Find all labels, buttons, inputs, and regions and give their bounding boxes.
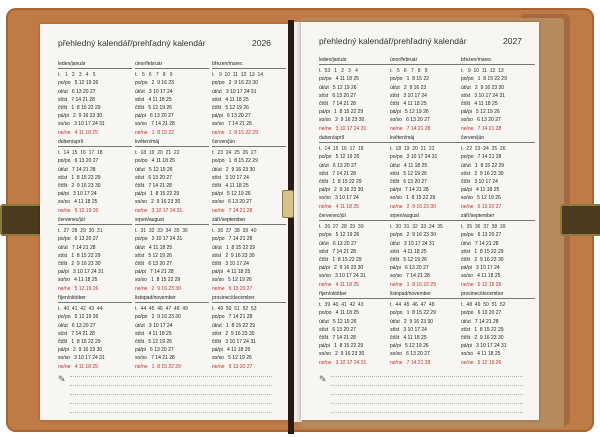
day-row: út/ut 7 14 21 28 xyxy=(461,240,499,247)
week-numbers: t. 36 37 38 39 40 xyxy=(212,228,257,235)
day-row: st/st 6 13 20 27 xyxy=(135,174,172,181)
sunday-row: ne/ne 1 8 15 22 29 xyxy=(390,281,436,288)
month-name: květen/máj xyxy=(135,138,209,147)
day-row: čt/št 7 14 21 28 xyxy=(319,101,356,108)
day-row: út/ut 6 13 20 27 xyxy=(58,88,96,95)
day-row: út/ut 3 10 17 24 xyxy=(135,88,173,95)
day-row: čt/št 1 8 15 22 29 xyxy=(58,339,101,346)
day-row: út/ut 7 14 21 28 xyxy=(58,166,96,173)
day-row: so/so 3 10 17 24 31 xyxy=(319,273,366,280)
month-block xyxy=(135,216,209,293)
day-row: pá/pi 4 11 18 25 xyxy=(461,187,500,194)
day-row: po/po 4 11 18 25 xyxy=(135,158,175,165)
day-row: út/ut 3 10 17 24 xyxy=(135,322,173,329)
month-name: květen/máj xyxy=(390,134,464,143)
day-row: pá/pi 5 12 19 26 xyxy=(461,109,500,116)
day-row: st/st 7 14 21 28 xyxy=(319,248,356,255)
day-row: út/ut 5 12 19 26 xyxy=(319,318,357,325)
day-row: st/st 1 8 15 22 29 xyxy=(58,174,101,181)
week-numbers: t. 1 2 3 4 5 xyxy=(58,72,96,79)
sunday-row: ne/ne 5 12 19 26 xyxy=(461,359,502,366)
day-row: pá/pi 2 9 16 23 30 xyxy=(319,187,364,194)
day-row: pá/pi 3 10 17 24 xyxy=(58,191,97,198)
day-row: so/so 6 13 20 27 xyxy=(461,117,501,124)
week-numbers: t. 44 45 46 47 48 xyxy=(390,302,435,309)
day-row: so/so 3 10 17 24 31 xyxy=(58,121,105,128)
week-numbers: t. 27 28 29 30 31 xyxy=(58,228,103,235)
week-numbers: t. 14 15 16 17 18 xyxy=(319,146,364,153)
day-row: po/po 1 8 15 22 29 xyxy=(390,310,436,317)
day-row: po/po 5 12 19 26 xyxy=(319,232,360,239)
day-row: čt/št 5 12 19 26 xyxy=(135,339,172,346)
week-numbers: t. 39 40 41 42 43 xyxy=(319,302,364,309)
day-row: pá/pi 7 14 21 28 xyxy=(390,187,429,194)
week-numbers: t. 14 15 16 17 18 xyxy=(58,150,103,157)
day-row: čt/št 3 10 17 24 31 xyxy=(212,339,256,346)
month-block xyxy=(212,216,286,293)
day-row: st/st 2 9 16 23 30 xyxy=(461,170,504,177)
month-name: duben/apríl xyxy=(58,138,132,147)
day-row: so/so 6 13 20 27 xyxy=(390,117,430,124)
day-row: út/ut 1 8 15 22 29 xyxy=(212,322,256,329)
bookmark-ribbon xyxy=(288,20,294,434)
month-block xyxy=(319,212,393,289)
day-row: čt/št 3 10 17 24 xyxy=(461,179,498,186)
note-line xyxy=(331,376,523,377)
month-block xyxy=(58,294,132,371)
month-block xyxy=(319,134,393,211)
week-numbers: t. 18 19 20 21 22 xyxy=(135,150,180,157)
month-name: červenec/júl xyxy=(319,212,393,221)
month-block xyxy=(461,56,535,133)
note-line xyxy=(331,385,523,386)
day-row: pá/pi 6 13 20 27 xyxy=(390,265,429,272)
day-row: so/so 5 12 19 26 xyxy=(461,195,501,202)
left-page-title: přehledný kalendář/prehľadný kalendár xyxy=(58,38,206,48)
day-row: st/st 5 12 19 26 xyxy=(390,170,427,177)
day-row: so/so 4 11 18 25 xyxy=(58,277,98,284)
sunday-row: ne/ne 1 8 15 22 29 xyxy=(135,363,181,370)
day-row: čt/št 2 9 16 23 30 xyxy=(461,257,504,264)
day-row: po/po 5 12 19 26 xyxy=(58,314,99,321)
day-row: st/st 7 14 21 28 xyxy=(319,170,356,177)
sunday-row: ne/ne 2 9 16 23 30 xyxy=(390,203,436,210)
day-row: st/st 1 8 15 22 29 xyxy=(58,252,101,259)
day-row: so/so 5 12 19 26 xyxy=(212,355,252,362)
week-numbers: t. 26 27 28 29 30 xyxy=(319,224,364,231)
week-numbers: t. 49 50 51 52 53 xyxy=(212,306,257,313)
day-row: pá/pi 5 12 19 26 xyxy=(390,343,429,350)
day-row: so/so 7 14 21 28 xyxy=(212,121,252,128)
day-row: st/st 4 11 18 25 xyxy=(135,330,172,337)
left-page xyxy=(40,24,290,420)
note-line xyxy=(331,412,523,413)
day-row: pá/pi 2 9 16 23 30 xyxy=(58,347,103,354)
elastic-clasp xyxy=(282,190,294,218)
day-row: čt/št 2 9 16 23 30 xyxy=(58,183,101,190)
month-block xyxy=(461,290,535,367)
week-numbers: t. 9 10 11 12 13 14 xyxy=(212,72,264,79)
day-row: čt/št 4 11 18 25 xyxy=(390,335,427,342)
day-row: út/ut 6 13 20 27 xyxy=(58,322,96,329)
day-row: pá/pi 1 8 15 22 29 xyxy=(135,191,180,198)
day-row: so/so 4 11 18 25 xyxy=(58,199,98,206)
day-row: pá/pi 2 9 16 23 30 xyxy=(58,113,103,120)
month-name: prosinec/december xyxy=(461,290,535,299)
month-name: srpen/august xyxy=(135,216,209,225)
month-name: březen/marec xyxy=(212,60,286,69)
day-row: čt/št 6 13 20 27 xyxy=(135,261,172,268)
day-row: so/so 2 9 16 23 30 xyxy=(319,117,365,124)
day-row: pá/pi 1 8 15 22 29 xyxy=(319,343,364,350)
day-row: pá/pi 6 13 20 27 xyxy=(212,113,251,120)
day-row: po/po 3 10 17 24 31 xyxy=(390,154,438,161)
sunday-row: ne/ne 4 11 18 25 xyxy=(319,203,359,210)
sunday-row: ne/ne 7 14 21 28 xyxy=(461,125,502,132)
day-row: čt/št 4 11 18 25 xyxy=(212,183,249,190)
week-numbers: t. 5 6 7 8 9 xyxy=(135,72,173,79)
note-line xyxy=(70,412,272,413)
day-row: st/st 3 10 17 24 xyxy=(390,92,427,99)
day-row: pá/pi 7 14 21 28 xyxy=(135,269,174,276)
day-row: st/st 4 11 18 25 xyxy=(212,96,249,103)
week-numbers: t. 18 19 20 21 22 xyxy=(390,146,435,153)
day-row: pá/pi 3 10 17 24 xyxy=(461,265,500,272)
day-row: st/st 7 14 21 28 xyxy=(58,96,95,103)
day-row: čt/št 7 14 21 28 xyxy=(135,183,172,190)
day-row: st/st 4 11 18 25 xyxy=(135,96,172,103)
day-row: čt/št 1 8 15 22 29 xyxy=(58,105,101,112)
day-row: pá/pi 6 13 20 27 xyxy=(135,113,174,120)
month-name: únor/február xyxy=(135,60,209,69)
sunday-row: ne/ne 5 12 19 26 xyxy=(58,207,99,214)
sunday-row: ne/ne 5 12 19 26 xyxy=(461,281,502,288)
day-row: út/ut 2 9 16 23 xyxy=(390,84,427,91)
sunday-row: ne/ne 4 11 18 25 xyxy=(58,129,98,136)
day-row: po/po 6 13 20 27 xyxy=(58,158,99,165)
month-name: září/september xyxy=(212,216,286,225)
month-name: červenec/júl xyxy=(58,216,132,225)
month-block xyxy=(212,138,286,215)
day-row: po/po 7 14 21 28 xyxy=(212,236,253,243)
pencil-icon: ✎ xyxy=(58,374,66,384)
day-row: so/so 3 10 17 24 31 xyxy=(58,355,105,362)
day-row: st/st 1 8 15 22 29 xyxy=(461,248,504,255)
day-row: po/po 3 10 17 24 31 xyxy=(135,236,183,243)
month-name: únor/február xyxy=(390,56,464,65)
day-row: po/po 2 9 16 23 xyxy=(135,80,174,87)
week-numbers: t. 40 41 42 43 44 xyxy=(58,306,103,313)
day-row: so/so 6 13 20 27 xyxy=(212,199,252,206)
sunday-row: ne/ne 6 13 20 27 xyxy=(461,203,502,210)
day-row: čt/št 1 8 15 22 29 xyxy=(319,257,362,264)
day-row: út/ut 5 12 19 26 xyxy=(319,84,357,91)
month-name: říjen/október xyxy=(319,290,393,299)
sunday-row: ne/ne 6 13 20 27 xyxy=(212,285,253,292)
day-row: po/po 6 13 20 27 xyxy=(461,310,502,317)
note-line xyxy=(70,394,272,395)
day-row: út/ut 1 8 15 22 29 xyxy=(461,162,505,169)
month-block xyxy=(58,216,132,293)
month-name: srpen/august xyxy=(390,212,464,221)
day-row: st/st 6 13 20 27 xyxy=(319,92,356,99)
day-row: so/so 6 13 20 27 xyxy=(390,351,430,358)
day-row: út/ut 3 10 17 24 31 xyxy=(390,240,435,247)
right-page-year: 2027 xyxy=(503,36,522,46)
day-row: po/po 1 8 15 22 29 xyxy=(212,158,258,165)
day-row: čt/št 4 11 18 25 xyxy=(461,101,498,108)
day-row: so/so 7 14 21 28 xyxy=(390,273,430,280)
day-row: po/po 1 8 15 22 xyxy=(390,76,429,83)
day-row: so/so 5 12 19 26 xyxy=(212,277,252,284)
day-row: po/po 7 14 21 28 xyxy=(212,314,253,321)
day-row: po/po 2 9 16 23 30 xyxy=(390,232,436,239)
day-row: po/po 2 9 16 23 30 xyxy=(212,80,258,87)
month-block xyxy=(58,138,132,215)
month-name: červen/jún xyxy=(461,134,535,143)
day-row: po/po 6 13 20 27 xyxy=(58,236,99,243)
sunday-row: ne/ne 2 9 16 23 30 xyxy=(135,285,181,292)
sunday-row: ne/ne 1 8 15 22 29 xyxy=(212,129,258,136)
month-name: duben/apríl xyxy=(319,134,393,143)
month-name: říjen/október xyxy=(58,294,132,303)
month-name: červen/jún xyxy=(212,138,286,147)
day-row: út/ut 6 13 20 27 xyxy=(319,240,357,247)
right-page xyxy=(301,22,539,420)
sunday-row: ne/ne 3 10 17 24 31 xyxy=(319,359,367,366)
month-block xyxy=(319,290,393,367)
month-block xyxy=(135,60,209,137)
day-row: so/so 2 9 16 23 30 xyxy=(135,199,181,206)
day-row: st/st 6 13 20 27 xyxy=(319,326,356,333)
pencil-icon: ✎ xyxy=(319,374,327,384)
day-row: út/ut 2 9 16 23 30 xyxy=(390,318,434,325)
week-numbers: t. 30 31 32 33 34 35 xyxy=(390,224,443,231)
day-row: čt/št 5 12 19 26 xyxy=(390,257,427,264)
day-row: so/so 2 9 16 23 30 xyxy=(319,351,365,358)
day-row: pá/pi 3 10 17 24 31 xyxy=(461,343,507,350)
sunday-row: ne/ne 1 8 15 22 xyxy=(135,129,174,136)
day-row: st/st 2 9 16 23 30 xyxy=(212,252,255,259)
day-row: út/ut 2 9 16 23 30 xyxy=(212,166,256,173)
note-line xyxy=(331,394,523,395)
month-block xyxy=(319,56,393,133)
day-row: pá/pi 6 13 20 27 xyxy=(135,347,174,354)
day-row: čt/št 4 11 18 25 xyxy=(390,101,427,108)
month-block xyxy=(461,212,535,289)
day-row: so/so 4 11 18 25 xyxy=(461,351,501,358)
month-name: listopad/november xyxy=(390,290,464,299)
day-row: čt/št 7 14 21 28 xyxy=(319,335,356,342)
month-name: leden/január xyxy=(58,60,132,69)
sunday-row: ne/ne 5 12 19 26 xyxy=(58,285,99,292)
day-row: út/ut 2 9 16 23 30 xyxy=(461,84,505,91)
day-row: po/po 5 12 19 26 xyxy=(58,80,99,87)
day-row: pá/pi 4 11 18 25 xyxy=(212,347,251,354)
month-block xyxy=(390,290,464,367)
day-row: pá/pi 5 12 19 26 xyxy=(212,191,251,198)
day-row: čt/št 5 12 19 26 xyxy=(135,105,172,112)
sunday-row: ne/ne 7 14 21 28 xyxy=(390,359,431,366)
week-numbers: t. 48 49 50 51 52 xyxy=(461,302,506,309)
month-name: leden/január xyxy=(319,56,393,65)
day-row: pá/pi 3 10 17 24 31 xyxy=(58,269,104,276)
day-row: čt/št 2 9 16 23 30 xyxy=(58,261,101,268)
month-block xyxy=(135,138,209,215)
left-page-year: 2026 xyxy=(252,38,271,48)
day-row: út/ut 5 12 19 26 xyxy=(135,166,173,173)
day-row: st/st 3 10 17 24 xyxy=(212,174,249,181)
day-row: po/po 4 11 18 25 xyxy=(319,76,359,83)
day-row: po/po 4 11 18 25 xyxy=(319,310,359,317)
note-line xyxy=(70,403,272,404)
month-block xyxy=(461,134,535,211)
day-row: pá/pi 4 11 18 25 xyxy=(212,269,251,276)
day-row: po/po 6 13 20 27 xyxy=(461,232,502,239)
month-block xyxy=(58,60,132,137)
day-row: st/st 2 9 16 23 30 xyxy=(212,330,255,337)
week-numbers: t. 35 36 37 38 39 xyxy=(461,224,506,231)
month-name: září/september xyxy=(461,212,535,221)
day-row: so/so 7 14 21 28 xyxy=(135,355,175,362)
day-row: st/st 3 10 17 24 31 xyxy=(461,92,505,99)
week-numbers: t. 44 45 46 47 48 49 xyxy=(135,306,188,313)
day-row: čt/št 6 13 20 27 xyxy=(390,179,427,186)
day-row: po/po 5 12 19 26 xyxy=(319,154,360,161)
month-block xyxy=(390,212,464,289)
sunday-row: ne/ne 7 14 21 28 xyxy=(390,125,431,132)
day-row: po/po 7 14 21 28 xyxy=(461,154,502,161)
month-name: listopad/november xyxy=(135,294,209,303)
day-row: so/so 7 14 21 28 xyxy=(135,121,175,128)
day-row: út/ut 4 11 18 25 xyxy=(390,162,428,169)
month-block xyxy=(390,134,464,211)
month-block xyxy=(212,60,286,137)
closure-strap-right xyxy=(560,204,600,236)
week-numbers: t. 5 6 7 8 9 xyxy=(390,68,428,75)
week-numbers: t. 23 24 25 26 27 xyxy=(212,150,257,157)
right-page-title: přehledný kalendář/prehľadný kalendár xyxy=(319,36,467,46)
week-numbers: t. 31 32 33 34 35 36 xyxy=(135,228,188,235)
day-row: út/ut 1 8 15 22 29 xyxy=(212,244,256,251)
day-row: čt/št 1 8 15 22 29 xyxy=(319,179,362,186)
day-row: pá/pi 1 8 15 22 29 xyxy=(319,109,364,116)
day-row: čt/št 3 10 17 24 xyxy=(212,261,249,268)
day-row: po/po 1 8 15 22 29 xyxy=(461,76,507,83)
day-row: čt/št 5 12 19 26 xyxy=(212,105,249,112)
day-row: st/st 4 11 18 25 xyxy=(390,248,427,255)
day-row: út/ut 3 10 17 24 31 xyxy=(212,88,257,95)
day-row: so/so 4 11 18 25 xyxy=(461,273,501,280)
month-name: prosinec/december xyxy=(212,294,286,303)
day-row: út/ut 4 11 18 25 xyxy=(135,244,173,251)
note-line xyxy=(331,403,523,404)
sunday-row: ne/ne 4 11 18 25 xyxy=(319,281,359,288)
day-row: st/st 3 10 17 24 xyxy=(390,326,427,333)
day-row: st/st 5 12 19 26 xyxy=(135,252,172,259)
day-row: so/so 1 8 15 22 29 xyxy=(390,195,436,202)
closure-strap-left xyxy=(0,204,44,236)
week-numbers: t. 22 23 24 25 26 xyxy=(461,146,506,153)
day-row: út/ut 7 14 21 28 xyxy=(58,244,96,251)
month-block xyxy=(212,294,286,371)
day-row: so/so 3 10 17 24 xyxy=(319,195,359,202)
week-numbers: t. 9 10 11 12 13 xyxy=(461,68,504,75)
day-row: po/po 2 9 16 23 30 xyxy=(135,314,181,321)
sunday-row: ne/ne 4 11 18 25 xyxy=(58,363,98,370)
note-line xyxy=(70,385,272,386)
day-row: pá/pi 2 9 16 23 30 xyxy=(319,265,364,272)
sunday-row: ne/ne 7 14 21 28 xyxy=(212,207,253,214)
day-row: so/so 1 8 15 22 29 xyxy=(135,277,181,284)
day-row: st/st 7 14 21 28 xyxy=(58,330,95,337)
sunday-row: ne/ne 3 10 17 24 31 xyxy=(319,125,367,132)
week-numbers: t. 53 1 2 3 4 xyxy=(319,68,358,75)
sunday-row: ne/ne 3 10 17 24 31 xyxy=(135,207,183,214)
day-row: út/ut 7 14 21 28 xyxy=(461,318,499,325)
day-row: st/st 1 8 15 22 29 xyxy=(461,326,504,333)
note-line xyxy=(70,376,272,377)
sunday-row: ne/ne 6 13 20 27 xyxy=(212,363,253,370)
month-name: březen/marec xyxy=(461,56,535,65)
month-block xyxy=(390,56,464,133)
day-row: út/ut 6 13 20 27 xyxy=(319,162,357,169)
month-block xyxy=(135,294,209,371)
day-row: pá/pi 5 12 19 26 xyxy=(390,109,429,116)
day-row: čt/št 2 9 16 23 30 xyxy=(461,335,504,342)
